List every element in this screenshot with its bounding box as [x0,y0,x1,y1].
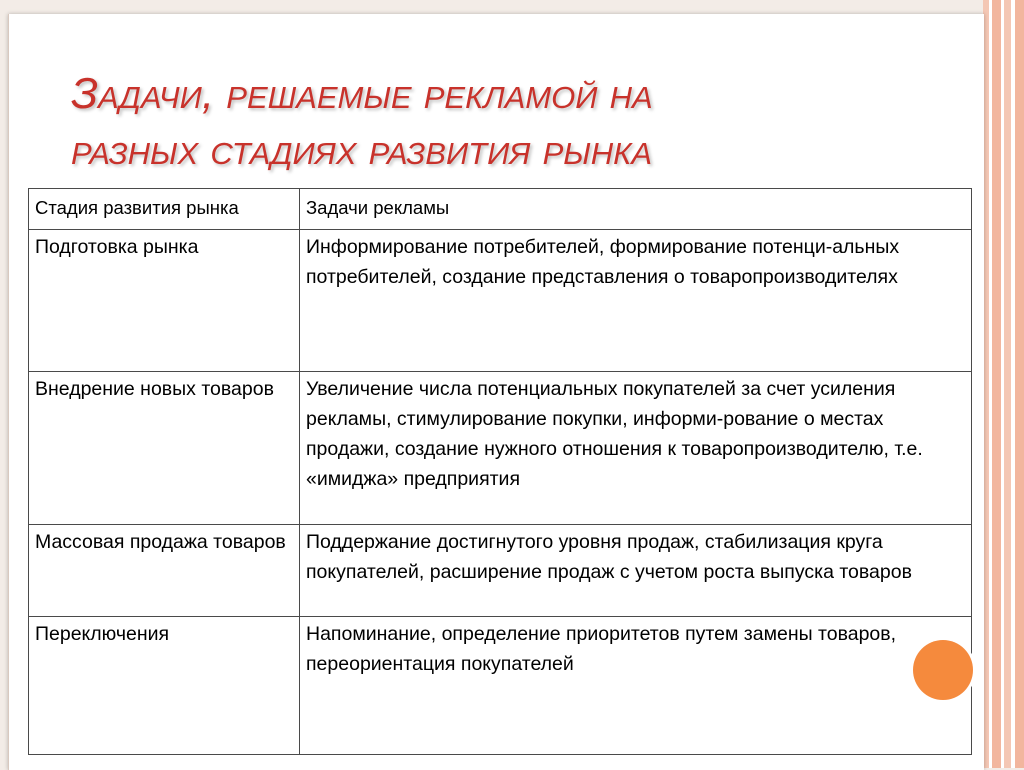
stage-cell: Переключения [29,617,300,755]
stage-cell: Подготовка рынка [29,230,300,372]
table-row [29,230,972,372]
stripe [1004,0,1011,768]
table-header-row [29,189,972,230]
tasks-cell: Информирование потребителей, формирование потенци-альных потребителей, создание представления о товаропроизводителях [300,230,972,372]
stripe [1015,0,1024,768]
tasks-cell: Увеличение числа потенциальных покупателей за счет усиления рекламы, стимулирование покупки, информи-рование о местах продажи, создание нужного отношения к товаропроизводителю, т.е. «имиджа» предприятия [300,372,972,525]
stage-cell: Массовая продажа товаров [29,525,300,617]
decorative-orange-circle [913,640,973,700]
table-row [29,372,972,525]
header-stage: Стадия развития рынка [29,189,300,230]
advertising-tasks-table [28,188,972,755]
tasks-cell: Поддержание достигнутого уровня продаж, стабилизация круга покупателей, расширение продаж с учетом роста выпуска товаров [300,525,972,617]
tasks-cell: Напоминание, определение приоритетов путем замены товаров, переориентация покупателей [300,617,972,755]
slide-title-line-1: Задачи, решаемые рекламой на [71,69,653,118]
slide-title [71,66,871,178]
table-row [29,617,972,755]
table-row [29,525,972,617]
slide-title-line-2: разных стадиях развития рынка [71,125,653,174]
stripe [992,0,1001,768]
header-tasks: Задачи рекламы [300,189,972,230]
decorative-stripes [983,0,1024,768]
stage-cell: Внедрение новых товаров [29,372,300,525]
